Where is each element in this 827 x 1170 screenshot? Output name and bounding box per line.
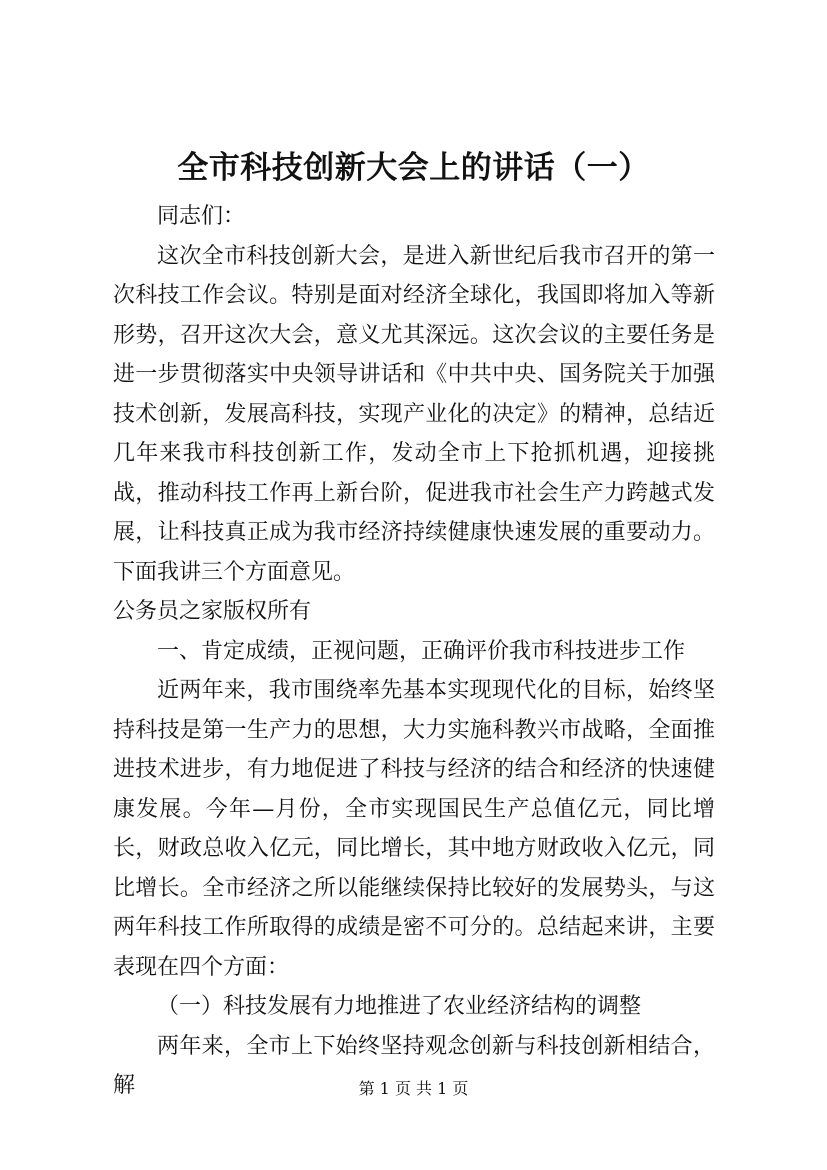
paragraph-achievements: 近两年来，我市围绕率先基本实现现代化的目标，始终坚持科技是第一生产力的思想，大力实施科教兴市战略，全面推进技术进步，有力地促进了科技与经济的结合和经济的快速健康发展。今年—月份，全市实现国民生产总值亿元，同比增长，财政总收入亿元，同比增长，其中地方财政收入亿元，同比增长。全市经济之所以能继续保持比较好的发展势头，与这两年科技工作所取得的成绩是密不可分的。总结起来讲，主要表现在四个方面： [113, 678, 715, 980]
copyright-note: 公务员之家版权所有 [113, 599, 312, 624]
paragraph-intro: 这次全市科技创新大会，是进入新世纪后我市召开的第一次科技工作会议。特别是面对经济全球化，我国即将加入等新形势，召开这次大会，意义尤其深远。这次会议的主要任务是进一步贯彻落实中央领导讲话和《中共中央、国务院关于加强技术创新，发展高科技，实现产业化的决定》的精神，总结近几年来我市科技创新工作，发动全市上下抢抓机遇，迎接挑战，推动科技工作再上新台阶，促进我市社会生产力跨越式发展，让科技真正成为我市经济持续健康快速发展的重要动力。下面我讲三个方面意见。 [113, 243, 715, 585]
document-title: 全市科技创新大会上的讲话（一） [177, 150, 650, 186]
page-footer: 第 1 页 共 1 页 [358, 1079, 469, 1098]
paragraph-continued: 两年来，全市上下始终坚持观念创新与科技创新相结合，解 [113, 1033, 715, 1098]
section-heading: 一、肯定成绩，正视问题，正确评价我市科技进步工作 [157, 638, 686, 664]
subsection-heading: （一）科技发展有力地推进了农业经济结构的调整 [157, 994, 642, 1019]
salutation: 同志们： [157, 204, 246, 229]
document-body [113, 197, 715, 1106]
